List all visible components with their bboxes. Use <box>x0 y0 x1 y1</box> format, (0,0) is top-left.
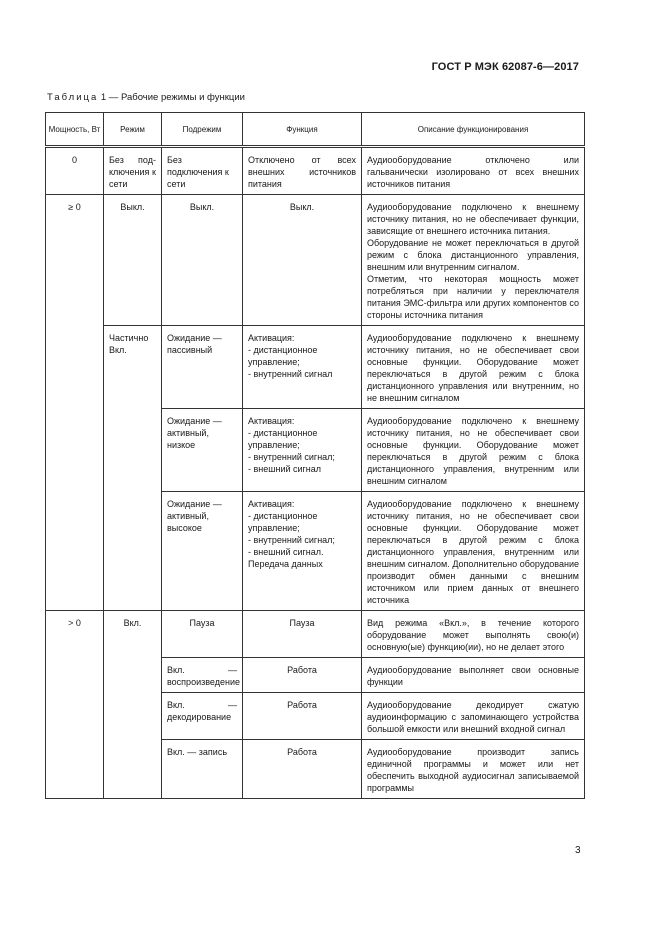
description-cell: Аудиооборудование подключено к внешнему источнику питания, но не обеспечивает свои основные функции. Оборудование может переключаться в другой режим с блока дистанционного управления или внутренним, но не внешним сигналом <box>362 326 585 409</box>
table-row <box>46 326 585 409</box>
function-item: - внешний сигнал <box>248 464 322 474</box>
table-caption-label: Таблица <box>47 92 99 103</box>
submode-cell: Вкл. — воспроизведение <box>162 658 243 693</box>
description-cell: Аудиооборудование отключено или гальванически изолировано от всех внешних источников питания <box>362 147 585 195</box>
table-row <box>46 147 585 195</box>
function-cell: Работа <box>243 658 362 693</box>
function-item: - внутренний сигнал; <box>248 535 335 545</box>
function-item: - внешний сигнал. <box>248 547 324 557</box>
submode-cell: Выкл. <box>162 195 243 326</box>
mode-cell: Вкл. <box>104 611 162 799</box>
submode-cell: Без подключения к сети <box>162 147 243 195</box>
description-cell: Вид режима «Вкл.», в течение которого оборудование может выполнять свою(и) основную(ые) функцию(ии), но не делает этого <box>362 611 585 658</box>
document-code-header: ГОСТ Р МЭК 62087-6—2017 <box>431 61 579 73</box>
description-cell: Аудиооборудование подключено к внешнему источнику питания, но не обеспечивает свои основные функции. Оборудование может переключаться в другой режим с блока дистанционного управления, внутренним или внешним сигналом <box>362 409 585 492</box>
col-header-power: Мощность, Вт <box>46 113 104 147</box>
table-header-row <box>46 113 585 147</box>
description-cell: Аудиооборудование выполняет свои основные функции <box>362 658 585 693</box>
description-paragraph: Отметим, что некоторая мощность может потребляться при наличии у переключателя питания ЭМС-фильтра или других компонентов со стороны источника питания <box>367 274 579 320</box>
function-cell: Отключено от всех внешних источников питания <box>243 147 362 195</box>
table-caption-title: 1 — Рабочие режимы и функции <box>98 92 245 103</box>
description-paragraph: Аудиооборудование подключено к внешнему источнику питания, но не обеспечивает функции, зависящие от внешнего источника питания. <box>367 202 579 236</box>
function-cell: Работа <box>243 740 362 799</box>
function-cell <box>243 326 362 409</box>
function-title: Активация: <box>248 416 295 426</box>
function-cell <box>243 409 362 492</box>
mode-cell: Без под-ключения к сети <box>104 147 162 195</box>
function-cell: Пауза <box>243 611 362 658</box>
operating-modes-table <box>45 112 585 799</box>
power-cell: 0 <box>46 147 104 195</box>
function-cell <box>243 492 362 611</box>
submode-cell: Вкл. — запись <box>162 740 243 799</box>
function-title: Активация: <box>248 333 295 343</box>
submode-cell: Ожидание — пассивный <box>162 326 243 409</box>
function-extra: Передача данных <box>248 559 323 569</box>
description-cell: Аудиооборудование подключено к внешнему источнику питания, но не обеспечивает свои основные функции. Оборудование может переключаться в другой режим с блока дистанционного управления, внутренним или внешним сигналом. Дополнительно оборудование производит обмен данными с внешним источником или прием данных от внешнего источника <box>362 492 585 611</box>
submode-cell: Пауза <box>162 611 243 658</box>
col-header-description: Описание функционирования <box>362 113 585 147</box>
function-item: - внутренний сигнал; <box>248 452 335 462</box>
table-row <box>46 611 585 658</box>
col-header-submode: Подрежим <box>162 113 243 147</box>
description-cell: Аудиооборудование производит запись единичной программы и может или нет обеспечить выходной аудиосигнал записываемой программы <box>362 740 585 799</box>
function-item: - дистанционное управление; <box>248 345 318 367</box>
function-item: - дистанционное управление; <box>248 428 318 450</box>
function-title: Активация: <box>248 499 295 509</box>
function-cell: Выкл. <box>243 195 362 326</box>
mode-cell: Частично Вкл. <box>104 326 162 611</box>
description-paragraph: Оборудование не может переключаться в другой режим с блока дистанционного управления, внешним или внутренним сигналом. <box>367 238 579 272</box>
table-caption <box>47 92 245 103</box>
description-cell <box>362 195 585 326</box>
description-cell: Аудиооборудование декодирует сжатую аудиоинформацию с запоминающего устройства большой емкости или внешний входной сигнал <box>362 693 585 740</box>
page-number: 3 <box>575 845 581 856</box>
col-header-function: Функция <box>243 113 362 147</box>
mode-cell: Выкл. <box>104 195 162 326</box>
col-header-mode: Режим <box>104 113 162 147</box>
submode-cell: Ожидание — активный, низкое <box>162 409 243 492</box>
power-cell: ≥ 0 <box>46 195 104 611</box>
submode-cell: Вкл. — декодирование <box>162 693 243 740</box>
table-row <box>46 195 585 326</box>
function-item: - дистанционное управление; <box>248 511 318 533</box>
power-cell: > 0 <box>46 611 104 799</box>
function-item: - внутренний сигнал <box>248 369 333 379</box>
submode-cell: Ожидание — активный, высокое <box>162 492 243 611</box>
function-cell: Работа <box>243 693 362 740</box>
